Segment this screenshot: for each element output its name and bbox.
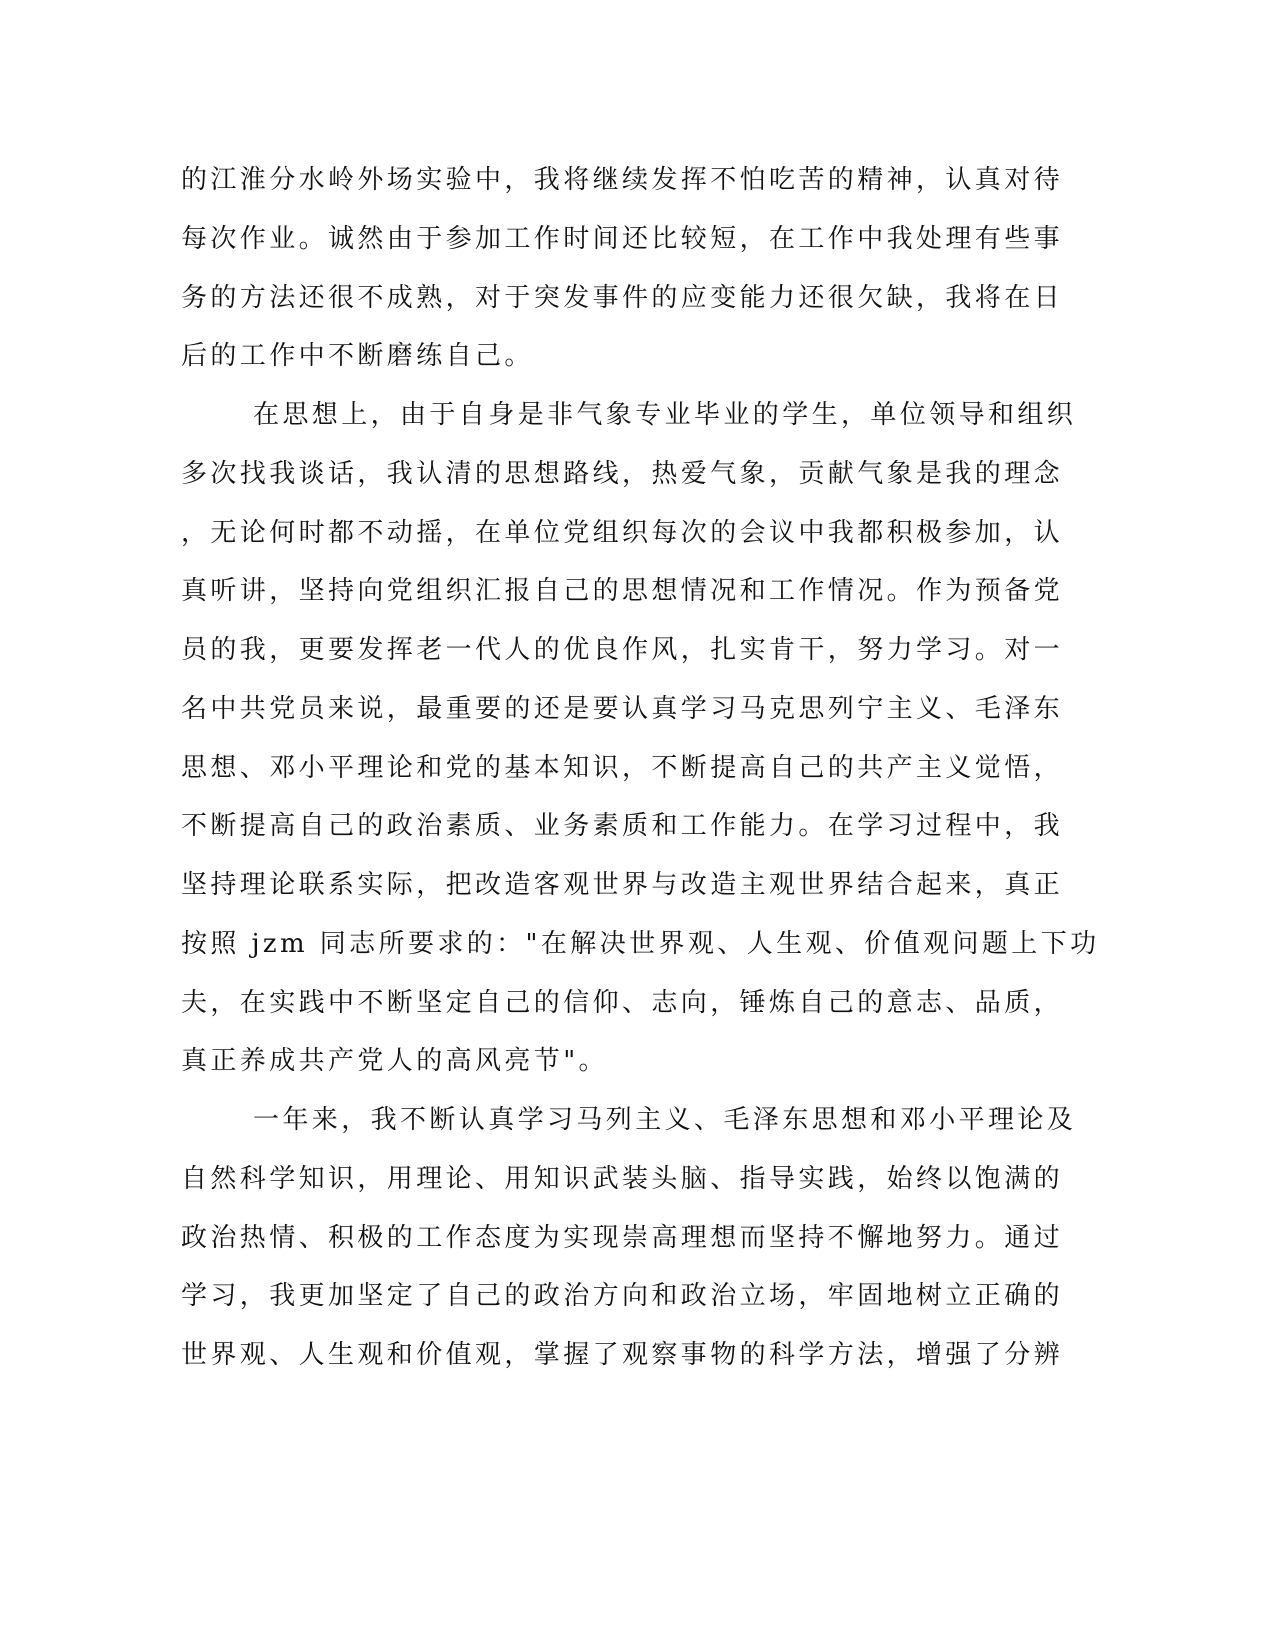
text-line: 务的方法还很不成熟，对于突发事件的应变能力还很欠缺，我将在日: [181, 282, 1064, 313]
text-line: 真听讲，坚持向党组织汇报自己的思想情况和工作情况。作为预备党: [181, 576, 1064, 607]
text-line: 世界观、人生观和价值观，掌握了观察事物的科学方法，增强了分辨: [181, 1340, 1064, 1370]
text-line: 每次作业。诚然由于参加工作时间还比较短，在工作中我处理有些事: [181, 223, 1064, 254]
text-line: 名中共党员来说，最重要的还是要认真学习马克思列宁主义、毛泽东: [181, 693, 1064, 724]
text-line: 坚持理论联系实际，把改造客观世界与改造主观世界结合起来，真正: [181, 870, 1064, 900]
text-line: 自然科学知识，用理论、用知识武装头脑、指导实践，始终以饱满的: [181, 1163, 1064, 1194]
text-line: 在思想上，由于自身是非气象专业毕业的学生，单位领导和组织: [253, 400, 1077, 430]
text-line: 思想、邓小平理论和党的基本知识，不断提高自己的共产主义觉悟，: [181, 752, 1064, 783]
text-line: 按照 jzm 同志所要求的："在解决世界观、人生观、价值观问题上下功: [181, 928, 1100, 959]
text-line: 后的工作中不断磨练自己。: [181, 341, 534, 372]
text-line: 一年来，我不断认真学习马列主义、毛泽东思想和邓小平理论及: [253, 1105, 1077, 1135]
document-body: [181, 151, 1100, 1385]
text-line: 的江淮分水岭外场实验中，我将继续发挥不怕吃苦的精神，认真对待: [181, 165, 1064, 195]
text-line: 不断提高自己的政治素质、业务素质和工作能力。在学习过程中，我: [181, 811, 1064, 842]
text-line: 夫，在实践中不断坚定自己的信仰、志向，锤炼自己的意志、品质，: [181, 987, 1064, 1018]
text-line: 真正养成共产党人的高风亮节"。: [181, 1046, 608, 1077]
text-line: 政治热情、积极的工作态度为实现崇高理想而坚持不懈地努力。通过: [181, 1222, 1064, 1253]
text-line: 学习，我更加坚定了自己的政治方向和政治立场，牢固地树立正确的: [181, 1281, 1064, 1312]
text-line: 员的我，更要发挥老一代人的优良作风，扎实肯干，努力学习。对一: [181, 635, 1064, 665]
text-line: ，无论何时都不动摇，在单位党组织每次的会议中我都积极参加，认: [181, 517, 1064, 548]
text-line: 多次找我谈话，我认清的思想路线，热爱气象，贡献气象是我的理念: [181, 458, 1064, 489]
